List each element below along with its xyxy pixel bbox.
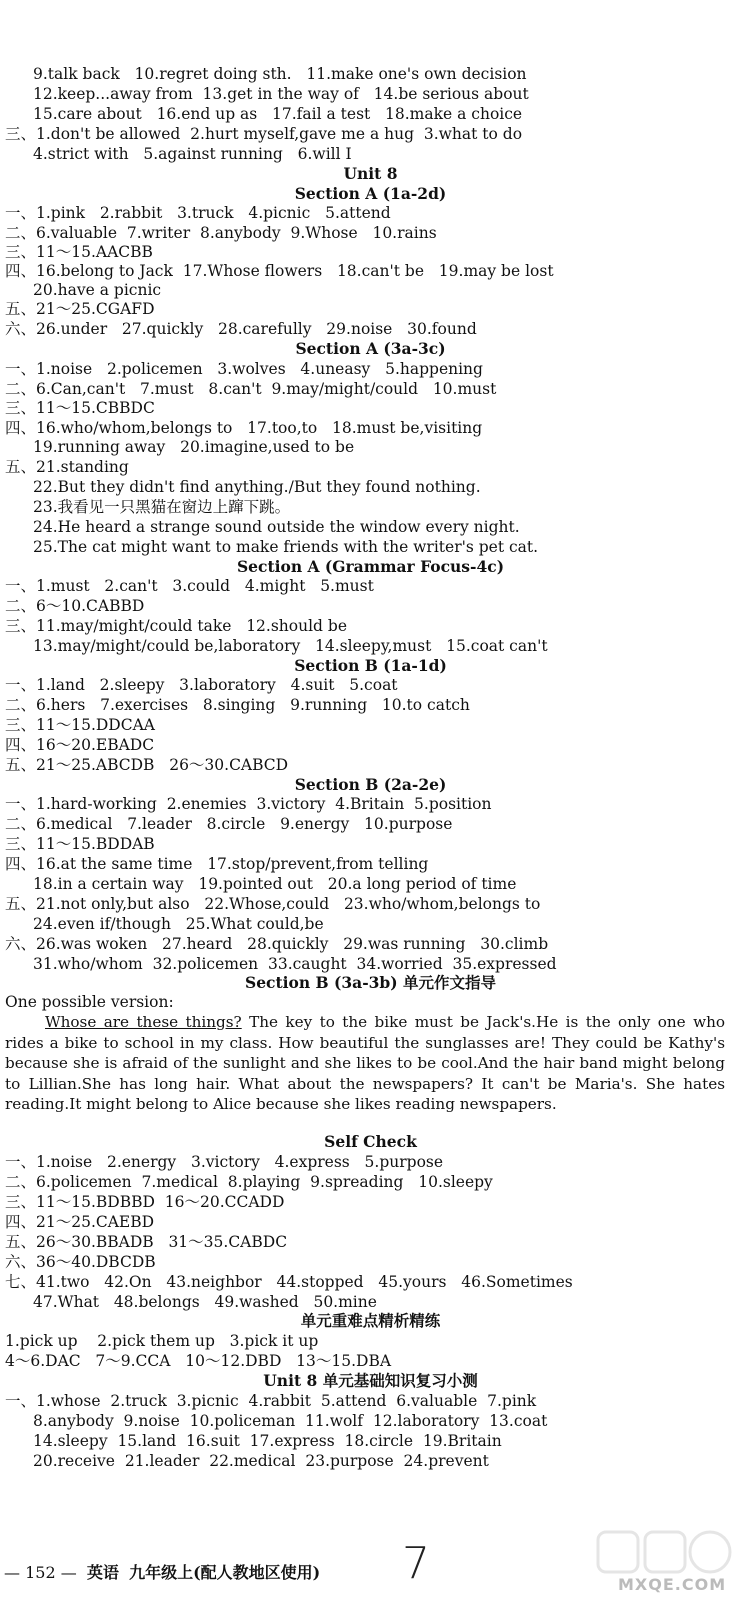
- footer-subject: 英语: [86, 1563, 119, 1582]
- answer-line: 13.may/might/could be,laboratory 14.sleepy,must 15.coat can't: [33, 637, 548, 655]
- section-heading: 单元重难点精析精练: [300, 1311, 441, 1330]
- answer-line: 14.sleepy 15.land 16.suit 17.express 18.circle 19.Britain: [33, 1432, 502, 1450]
- section-heading: Unit 8 单元基础知识复习小测: [263, 1371, 478, 1390]
- section-heading: Section B (1a-1d): [294, 656, 447, 675]
- answer-line: 8.anybody 9.noise 10.policeman 11.wolf 12.laboratory 13.coat: [33, 1412, 548, 1430]
- answer-line: 三、11～15.BDDAB: [5, 835, 155, 853]
- section-heading: Section A (3a-3c): [295, 339, 446, 358]
- section-heading: Section A (Grammar Focus-4c): [236, 557, 505, 576]
- answer-line: 四、16.at the same time 17.stop/prevent,from telling: [5, 855, 429, 873]
- answer-line: 二、6.valuable 7.writer 8.anybody 9.Whose 10.rains: [5, 224, 437, 242]
- answer-line: 三、11～15.CBBDC: [5, 399, 155, 417]
- answer-line: 六、26.under 27.quickly 28.carefully 29.noise 30.found: [5, 320, 477, 338]
- answer-line: 31.who/whom 32.policemen 33.caught 34.worried 35.expressed: [33, 955, 557, 973]
- answer-line: 12.keep...away from 13.get in the way of 14.be serious about: [33, 85, 529, 103]
- answer-line: 三、11～15.AACBB: [5, 243, 153, 261]
- answer-line: 四、16.belong to Jack 17.Whose flowers 18.can't be 19.may be lost: [5, 262, 554, 280]
- page-footer: [4, 1560, 320, 1583]
- answer-line: 四、16.who/whom,belongs to 17.too,to 18.must be,visiting: [5, 419, 483, 437]
- answer-line: 25.The cat might want to make friends with the writer's pet cat.: [33, 538, 539, 556]
- answer-line: 二、6.medical 7.leader 8.circle 9.energy 10.purpose: [5, 815, 453, 833]
- answer-line: 4～6.DAC 7～9.CCA 10～12.DBD 13～15.DBA: [5, 1352, 392, 1370]
- answer-line: 五、21～25.CGAFD: [5, 300, 155, 318]
- answer-line: 六、26.was woken 27.heard 28.quickly 29.was running 30.climb: [5, 935, 549, 953]
- answer-line: 三、11～15.BDBBD 16～20.CCADD: [5, 1193, 285, 1211]
- watermark-text: MXQE.COM: [618, 1575, 727, 1594]
- answer-line: 五、26～30.BBADB 31～35.CABDC: [5, 1233, 288, 1251]
- answer-line: 二、6～10.CABBD: [5, 597, 145, 615]
- answer-line: 四、21～25.CAEBD: [5, 1213, 155, 1231]
- section-heading: Section B (2a-2e): [294, 775, 447, 794]
- footer-grade: 九年级上(配人教地区使用): [129, 1563, 321, 1582]
- answer-line: 一、1.whose 2.truck 3.picnic 4.rabbit 5.attend 6.valuable 7.pink: [5, 1392, 537, 1410]
- answer-line: 一、1.hard-working 2.enemies 3.victory 4.Britain 5.position: [5, 795, 492, 813]
- answer-line: 15.care about 16.end up as 17.fail a test 18.make a choice: [33, 105, 523, 123]
- answer-line: 20.receive 21.leader 22.medical 23.purpose 24.prevent: [33, 1452, 489, 1470]
- answer-line: 一、1.noise 2.policemen 3.wolves 4.uneasy 5.happening: [5, 360, 483, 378]
- unit-heading: Unit 8: [343, 164, 398, 183]
- answer-line: 五、21.not only,but also 22.Whose,could 23.who/whom,belongs to: [5, 895, 541, 913]
- section-heading: Section B (3a-3b) 单元作文指导: [245, 973, 496, 992]
- answer-line: 9.talk back 10.regret doing sth. 11.make one's own decision: [33, 65, 527, 83]
- answer-line: 五、21～25.ABCDB 26～30.CABCD: [5, 756, 289, 774]
- essay-paragraph: [5, 1012, 725, 1115]
- answer-line: 七、41.two 42.On 43.neighbor 44.stopped 45.yours 46.Sometimes: [5, 1273, 573, 1291]
- footer-dash: —: [55, 1563, 87, 1582]
- answer-line: 三、11.may/might/could take 12.should be: [5, 617, 347, 635]
- answer-line: 二、6.policemen 7.medical 8.playing 9.spreading 10.sleepy: [5, 1173, 493, 1191]
- answer-line: 24.even if/though 25.What could,be: [33, 915, 324, 933]
- essay-body: The key to the bike must be Jack's.He is the only one who rides a bike to school in my class. How beautiful the sunglasses are! They could be Kathy's because she is afraid of the sunlight and she likes to be cool.And the hair band might belong to Lillian.She has long hair. What about the newspapers? It can't be Maria's. She hates reading.It might belong to Alice because she likes reading newspapers.: [5, 1013, 725, 1113]
- answer-line: 23.我看见一只黑猫在窗边上蹿下跳。: [33, 498, 291, 516]
- answer-line: 一、1.must 2.can't 3.could 4.might 5.must: [5, 577, 374, 595]
- answer-line: 24.He heard a strange sound outside the window every night.: [33, 518, 520, 536]
- answer-line: 二、6.hers 7.exercises 8.singing 9.running 10.to catch: [5, 696, 470, 714]
- essay-title: Whose are these things?: [45, 1013, 242, 1031]
- footer-dash: —: [4, 1563, 26, 1582]
- section-heading: Section A (1a-2d): [294, 184, 447, 203]
- answer-line: 三、11～15.DDCAA: [5, 716, 155, 734]
- answer-line: 二、6.Can,can't 7.must 8.can't 9.may/might/could 10.must: [5, 380, 497, 398]
- essay-intro: One possible version:: [5, 993, 174, 1011]
- answer-line: 22.But they didn't find anything./But they found nothing.: [33, 478, 481, 496]
- handwritten-mark: 7: [402, 1538, 430, 1589]
- answer-line: 一、1.noise 2.energy 3.victory 4.express 5.purpose: [5, 1153, 444, 1171]
- answer-line: 一、1.land 2.sleepy 3.laboratory 4.suit 5.coat: [5, 676, 398, 694]
- answer-line: 20.have a picnic: [33, 281, 162, 299]
- answer-line: 47.What 48.belongs 49.washed 50.mine: [33, 1293, 377, 1311]
- answer-line: 六、36～40.DBCDB: [5, 1253, 156, 1271]
- page-number: 152: [25, 1563, 56, 1582]
- answer-line: 19.running away 20.imagine,used to be: [33, 438, 355, 456]
- answer-line: 一、1.pink 2.rabbit 3.truck 4.picnic 5.attend: [5, 204, 391, 222]
- answer-line: 1.pick up 2.pick them up 3.pick it up: [5, 1332, 319, 1350]
- answer-line: 四、16～20.EBADC: [5, 736, 155, 754]
- section-heading: Self Check: [324, 1132, 417, 1151]
- answer-line: 五、21.standing: [5, 458, 129, 476]
- answer-line: 18.in a certain way 19.pointed out 20.a long period of time: [33, 875, 517, 893]
- answer-line: 4.strict with 5.against running 6.will I: [33, 145, 352, 163]
- answer-line: 三、1.don't be allowed 2.hurt myself,gave me a hug 3.what to do: [5, 125, 523, 143]
